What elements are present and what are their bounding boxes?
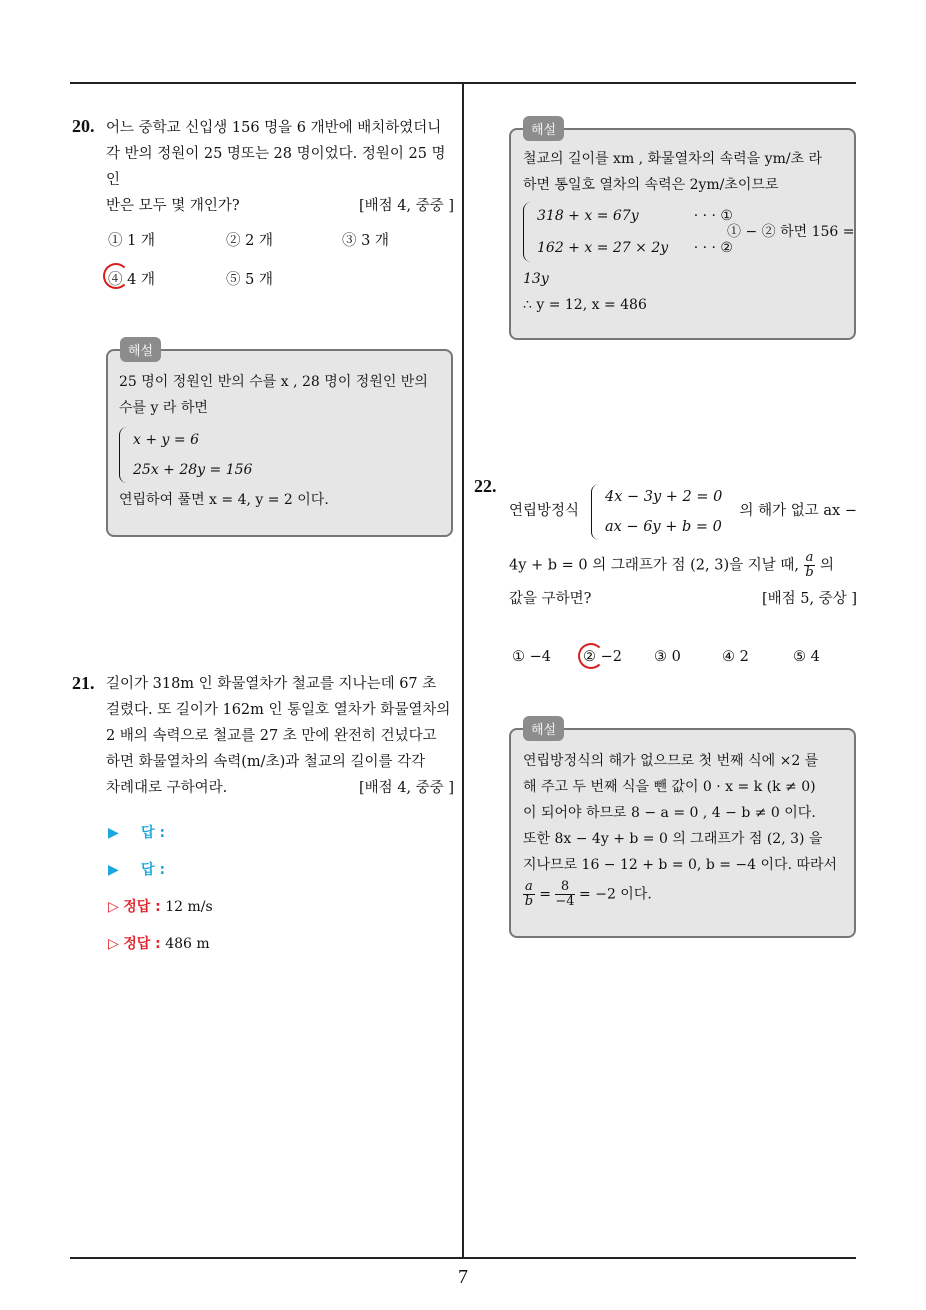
q22-line2b: 의 (819, 557, 834, 574)
q22-exp-line1: 연립방정식의 해가 없으므로 첫 번째 식에 ×2 를 (523, 753, 819, 769)
q20-exp-line2: 수를 y 라 하면 (119, 400, 208, 416)
q21-exp-line4: ∴ y = 12, x = 486 (523, 297, 647, 313)
q22-fraction: $\frac{a}{b}$ (805, 550, 814, 580)
q21-exp-line2: 하면 통일호 열차의 속력은 2ym/초이므로 (523, 177, 779, 193)
q22-line3: 값을 구하면? (509, 591, 592, 607)
page-number: 7 (458, 1266, 468, 1288)
q20-line2: 각 반의 정원이 25 명또는 28 명이었다. 정원이 25 명인 (106, 146, 446, 188)
q22-eq2: ax − 6y + b = 0 (605, 519, 722, 535)
q20-choice-5[interactable]: ⑤ 5 개 (226, 272, 273, 288)
q20-exp-line3: 연립하여 풀면 x = 4, y = 2 이다. (119, 492, 329, 508)
q21-score: [배점 4, 중중 ] (358, 780, 454, 796)
q21-correct-row-1 (108, 896, 213, 916)
q22-suffix: 의 해가 없고 ax − (739, 503, 857, 519)
q21-side-text: ① − ② 하면 156 = (727, 224, 855, 240)
q22-exp-frac2: $\frac{8}{-4}$ (555, 879, 575, 909)
q20-score: [배점 4, 중중 ] (358, 198, 454, 214)
question-22-line3 (509, 586, 857, 612)
q21-line5: 차례대로 구하여라. (106, 780, 228, 796)
question-22-line2 (509, 551, 857, 580)
outline-play-icon: ▷ (108, 899, 119, 915)
q22-exp-tail: = −2 이다. (579, 886, 652, 903)
q21-answer-row-2[interactable] (108, 859, 165, 879)
q21-explanation-text (523, 146, 855, 318)
q20-brace (119, 427, 129, 483)
q20-line3: 반은 모두 몇 개인가? (106, 198, 240, 214)
q22-explanation-tag: 해설 (523, 716, 564, 741)
q22-exp-frac1: $\frac{a}{b}$ (524, 879, 534, 909)
q20-explanation-tag: 해설 (120, 337, 161, 362)
q22-exp-line5: 지나므로 16 − 12 + b = 0, b = −4 이다. 따라서 (523, 857, 838, 873)
q20-choice-4[interactable]: ④ 4 개 (108, 272, 155, 288)
q21-eq1: 318 + x = 67y (537, 208, 639, 224)
q22-exp-line3: 이 되어야 하므로 8 − a = 0 , 4 − b ≠ 0 이다. (523, 805, 816, 821)
q20-explanation-box (106, 344, 453, 537)
question-22-number: 22. (474, 476, 497, 496)
q21-equation-system (523, 200, 733, 264)
q20-eq2: 25x + 28y = 156 (133, 462, 253, 478)
q21-line2: 걸렸다. 또 길이가 162m 인 통일호 열차가 화물열차의 (106, 702, 451, 718)
q21-brace (523, 202, 533, 262)
question-20-number: 20. (72, 116, 95, 136)
q20-equation-system (119, 425, 447, 485)
play-icon: ▶ (108, 862, 119, 878)
question-20-text (106, 115, 454, 219)
q22-choice-3[interactable]: ③ 0 (654, 649, 681, 665)
q22-prefix: 연립방정식 (509, 503, 580, 519)
q22-eq1: 4x − 3y + 2 = 0 (605, 489, 723, 505)
q21-eq2-tag: · · · ② (693, 240, 733, 256)
q21-eq2: 162 + x = 27 × 2y (537, 240, 669, 256)
question-21-text (106, 671, 454, 801)
correct-label: 정답 : (123, 936, 161, 952)
q22-score: [배점 5, 중상 ] (761, 591, 857, 607)
q20-choice-3[interactable]: ③ 3 개 (342, 233, 389, 249)
q21-explanation-box (509, 123, 856, 340)
q21-answer-row-1[interactable] (108, 822, 165, 842)
correct-value-1: 12 m/s (165, 899, 213, 915)
q21-exp-line3: 13y (523, 271, 549, 287)
question-22-line1 (509, 482, 857, 542)
q22-explanation-box (509, 723, 856, 938)
q22-exp-line2: 해 주고 두 번째 식을 뺀 값이 0 · x = k (k ≠ 0) (523, 779, 816, 795)
q22-choice-1[interactable]: ① −4 (512, 649, 551, 665)
q21-correct-row-2 (108, 933, 210, 953)
q22-exp-line4: 또한 8x − 4y + b = 0 의 그래프가 점 (2, 3) 을 (523, 831, 823, 847)
play-icon: ▶ (108, 825, 119, 841)
q21-eq1-tag: · · · ① (693, 208, 733, 224)
q20-selected-mark (103, 263, 129, 289)
q22-line2a: 4y + b = 0 의 그래프가 점 (2, 3)을 지날 때, (509, 557, 799, 574)
q21-exp-line1: 철교의 길이를 xm , 화물열차의 속력을 ym/초 라 (523, 151, 823, 167)
q22-brace (591, 484, 601, 540)
q21-line3: 2 배의 속력으로 철교를 27 초 만에 완전히 건넜다고 (106, 728, 437, 744)
answer-label: 답 : (141, 862, 166, 878)
q21-explanation-tag: 해설 (523, 116, 564, 141)
q21-line1: 길이가 318m 인 화물열차가 철교를 지나는데 67 초 (106, 676, 437, 692)
q20-explanation-text (119, 369, 447, 513)
answer-label: 답 : (141, 825, 166, 841)
q20-eq1: x + y = 6 (133, 432, 199, 448)
q20-choice-2[interactable]: ② 2 개 (226, 233, 273, 249)
q22-choice-2[interactable]: ② −2 (583, 649, 622, 665)
correct-label: 정답 : (123, 899, 161, 915)
q21-line4: 하면 화물열차의 속력(m/초)과 철교의 길이를 각각 (106, 754, 426, 770)
q22-selected-mark (578, 643, 604, 669)
q22-equation-system (591, 482, 735, 542)
q20-line1: 어느 중학교 신입생 156 명을 6 개반에 배치하였더니 (106, 120, 442, 136)
outline-play-icon: ▷ (108, 936, 119, 952)
q20-exp-line1: 25 명이 정원인 반의 수를 x , 28 명이 정원인 반의 (119, 374, 428, 390)
q22-explanation-text (523, 748, 851, 909)
column-divider (462, 82, 464, 1258)
q20-choice-1[interactable]: ① 1 개 (108, 233, 155, 249)
q22-choice-5[interactable]: ⑤ 4 (793, 649, 820, 665)
q22-exp-line6 (523, 880, 851, 909)
q22-choice-4[interactable]: ④ 2 (722, 649, 749, 665)
correct-value-2: 486 m (165, 936, 210, 952)
q22-exp-equals: = (539, 886, 551, 903)
question-21-number: 21. (72, 673, 95, 693)
